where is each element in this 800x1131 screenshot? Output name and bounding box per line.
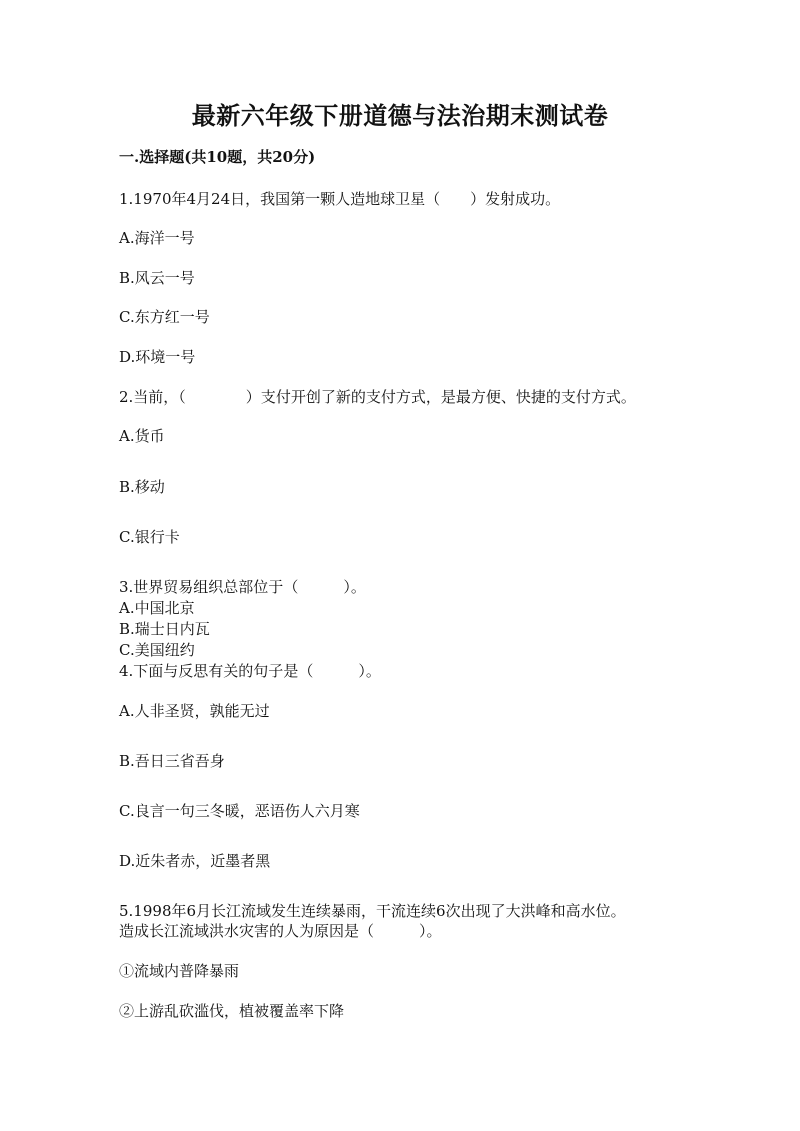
question-2-option-a: A.货币 xyxy=(119,427,165,445)
question-1-option-c: C.东方红一号 xyxy=(119,308,210,326)
question-3-option-b: B.瑞士日内瓦 xyxy=(119,620,210,638)
page-title: 最新六年级下册道德与法治期末测试卷 xyxy=(191,101,609,130)
question-5-item-1: ①流域内普降暴雨 xyxy=(119,962,240,980)
question-3-option-a: A.中国北京 xyxy=(119,599,195,617)
question-4-option-d: D.近朱者赤，近墨者黑 xyxy=(119,852,271,870)
question-2-stem: 2.当前，（ ）支付开创了新的支付方式，是最方便、快捷的支付方式。 xyxy=(119,388,636,406)
question-1-stem: 1.1970年4月24日，我国第一颗人造地球卫星（ ）发射成功。 xyxy=(119,190,561,208)
question-2-option-c: C.银行卡 xyxy=(119,528,180,546)
question-4-option-a: A.人非圣贤，孰能无过 xyxy=(119,702,270,720)
question-2-option-b: B.移动 xyxy=(119,478,165,496)
question-5-stem-line-2: 造成长江流域洪水灾害的人为原因是（ ）。 xyxy=(119,922,442,940)
question-5-stem-line-1: 5.1998年6月长江流域发生连续暴雨，干流连续6次出现了大洪峰和高水位。 xyxy=(119,902,626,920)
question-4-option-c: C.良言一句三冬暖，恶语伤人六月寒 xyxy=(119,802,360,820)
question-5-item-2: ②上游乱砍滥伐，植被覆盖率下降 xyxy=(119,1002,345,1020)
question-3-option-c: C.美国纽约 xyxy=(119,641,195,659)
question-4-option-b: B.吾日三省吾身 xyxy=(119,752,225,770)
question-1-option-a: A.海洋一号 xyxy=(119,229,195,247)
question-1-option-d: D.环境一号 xyxy=(119,348,196,366)
question-4-stem: 4.下面与反思有关的句子是（ ）。 xyxy=(119,662,381,680)
question-1-option-b: B.风云一号 xyxy=(119,269,195,287)
question-3-stem: 3.世界贸易组织总部位于（ ）。 xyxy=(119,578,366,596)
section-heading: 一.选择题(共10题，共20分) xyxy=(119,148,316,166)
